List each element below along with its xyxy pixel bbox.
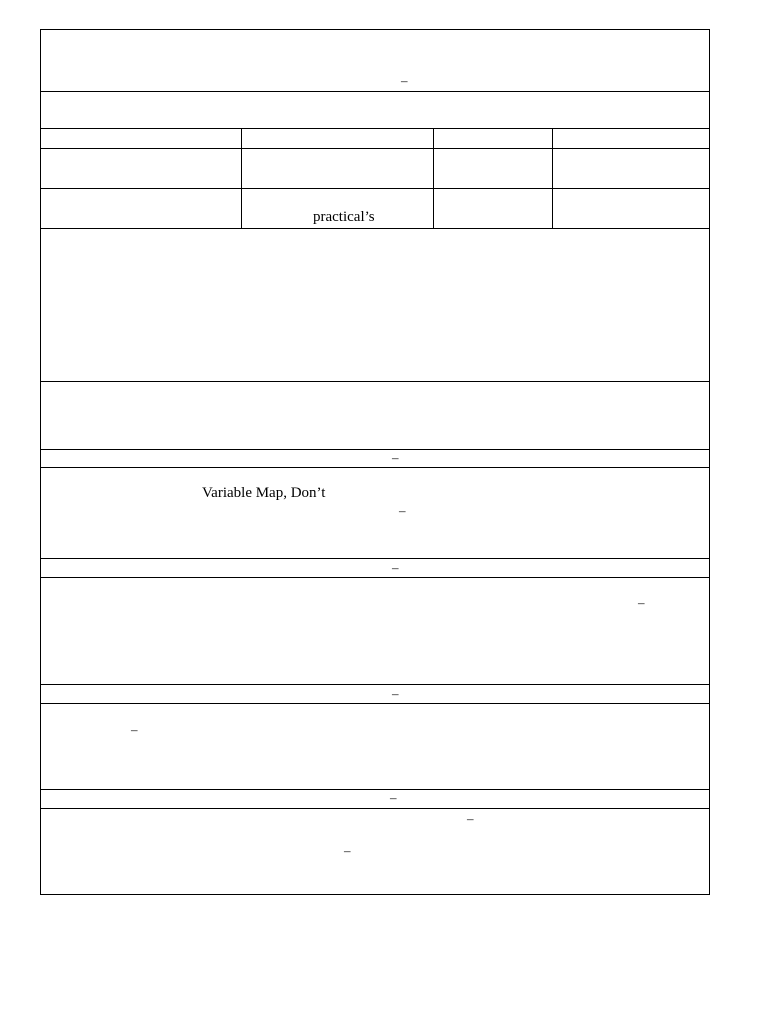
info-table-header-divider — [40, 148, 710, 149]
section-1-heading-bottom — [40, 467, 710, 468]
form-frame — [40, 29, 710, 895]
section-3-top — [40, 684, 710, 685]
section-2-top — [40, 558, 710, 559]
info-table-col-divider-1 — [241, 128, 242, 228]
subtitle-row-divider — [40, 128, 710, 129]
section-1-top — [40, 449, 710, 450]
info-table-bottom-divider — [40, 228, 710, 229]
section-2-body-dash: – — [638, 595, 645, 610]
info-table-col-divider-2 — [433, 128, 434, 228]
section-4-heading-bottom — [40, 808, 710, 809]
section-3-heading-dash: – — [392, 686, 399, 701]
section-4-top — [40, 789, 710, 790]
info-table-col-divider-3 — [552, 128, 553, 228]
section-1-body-text: Variable Map, Don’t — [202, 485, 326, 501]
section-3-heading-bottom — [40, 703, 710, 704]
section-2-heading-bottom — [40, 577, 710, 578]
info-table-cell-practicals: practical’s — [313, 209, 375, 225]
section-4-body-dash-2: – — [344, 843, 351, 858]
section-2-heading-dash: – — [392, 560, 399, 575]
section-3-body-dash: – — [131, 722, 138, 737]
title-block-divider — [40, 91, 710, 92]
section-1-body-dash: – — [399, 503, 406, 518]
blank-area-divider — [40, 381, 710, 382]
section-1-heading-dash: – — [392, 450, 399, 465]
section-4-body-dash-1: – — [467, 811, 474, 826]
title-dash: – — [401, 73, 408, 88]
section-4-heading-dash: – — [390, 790, 397, 805]
info-table-row-divider — [40, 188, 710, 189]
